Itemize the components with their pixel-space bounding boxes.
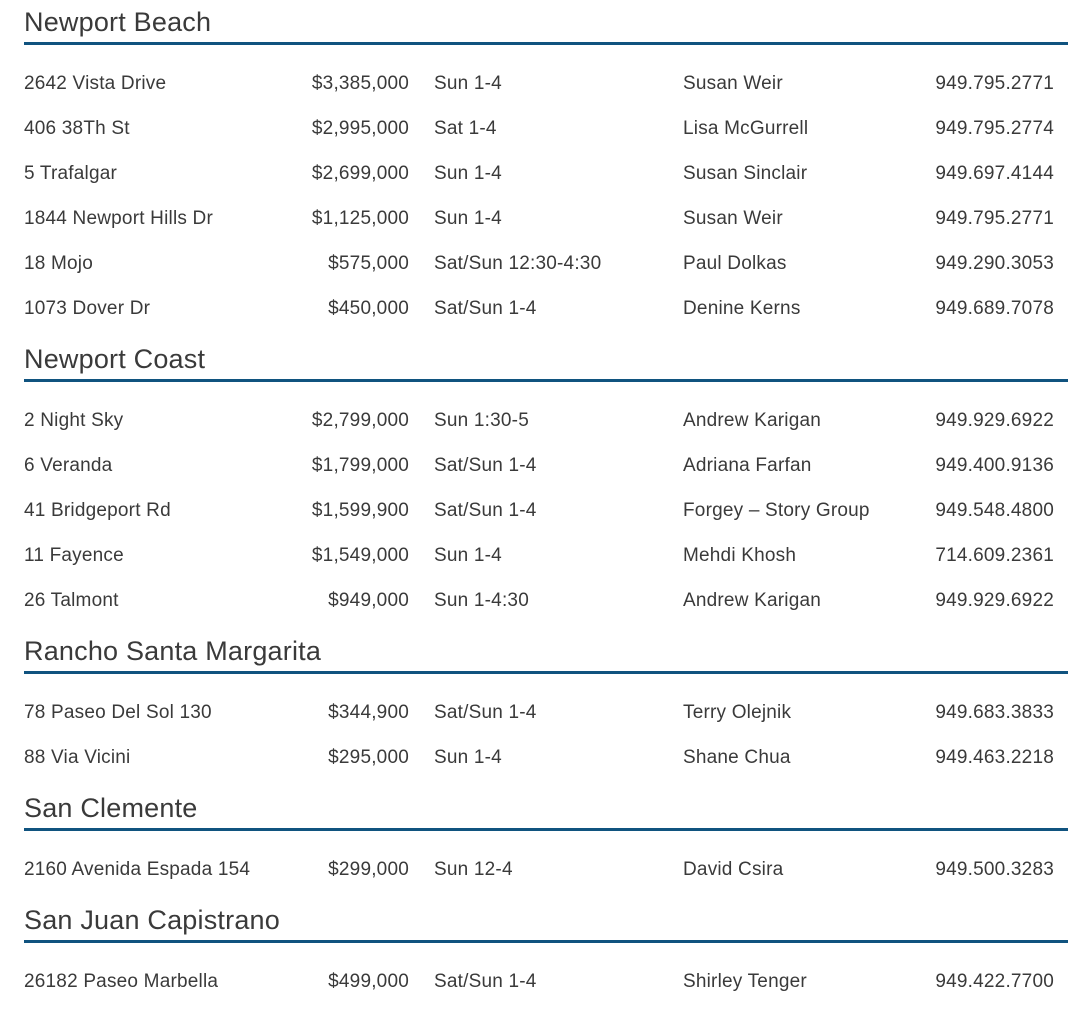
open-house-time: Sat/Sun 12:30-4:30 [434, 252, 602, 274]
listing-row [24, 690, 1068, 735]
listing-price: $2,699,000 [311, 162, 409, 184]
listing-address: 26182 Paseo Marbella [24, 970, 219, 992]
listing-list [24, 847, 1068, 892]
agent-phone: 949.929.6922 [935, 589, 1054, 611]
listing-price: $295,000 [328, 746, 409, 768]
listing-address: 11 Fayence [24, 544, 124, 566]
listing-row [24, 959, 1068, 1004]
agent-phone: 949.422.7700 [935, 970, 1054, 992]
open-house-time: Sun 12-4 [434, 858, 513, 880]
open-house-time: Sun 1-4 [434, 162, 502, 184]
agent-phone: 949.795.2771 [935, 207, 1054, 229]
agent-phone: 949.795.2771 [935, 72, 1054, 94]
listing-address: 88 Via Vicini [24, 746, 131, 768]
listing-row [24, 488, 1068, 533]
listing-address: 2160 Avenida Espada 154 [24, 858, 251, 880]
listing-price: $1,549,000 [311, 544, 409, 566]
agent-phone: 949.683.3833 [935, 701, 1054, 723]
open-house-time: Sun 1-4 [434, 746, 502, 768]
city-section [24, 904, 1068, 1004]
open-house-time: Sat/Sun 1-4 [434, 970, 537, 992]
listing-row [24, 61, 1068, 106]
listing-row [24, 578, 1068, 623]
agent-name: Susan Sinclair [683, 162, 808, 184]
listing-price: $2,799,000 [311, 409, 409, 431]
agent-name: Susan Weir [683, 72, 783, 94]
agent-phone: 949.400.9136 [935, 454, 1054, 476]
listing-list [24, 61, 1068, 331]
agent-name: Paul Dolkas [683, 252, 787, 274]
city-section [24, 635, 1068, 780]
agent-name: Denine Kerns [683, 297, 801, 319]
city-title: Newport Beach [24, 6, 1068, 45]
open-house-time: Sat/Sun 1-4 [434, 297, 537, 319]
agent-name: Mehdi Khosh [683, 544, 797, 566]
agent-phone: 949.929.6922 [935, 409, 1054, 431]
listing-list [24, 959, 1068, 1004]
agent-name: Andrew Karigan [683, 589, 821, 611]
listing-list [24, 690, 1068, 780]
listing-address: 5 Trafalgar [24, 162, 118, 184]
listing-list [24, 398, 1068, 623]
listing-address: 2642 Vista Drive [24, 72, 167, 94]
agent-name: Shirley Tenger [683, 970, 807, 992]
open-house-time: Sun 1-4 [434, 544, 502, 566]
listing-price: $2,995,000 [311, 117, 409, 139]
agent-name: David Csira [683, 858, 784, 880]
listing-row [24, 847, 1068, 892]
open-house-time: Sun 1-4 [434, 207, 502, 229]
city-title: San Juan Capistrano [24, 904, 1068, 943]
agent-name: Forgey – Story Group [683, 499, 870, 521]
open-house-time: Sun 1-4:30 [434, 589, 529, 611]
listing-row [24, 735, 1068, 780]
listing-row [24, 398, 1068, 443]
open-house-time: Sat/Sun 1-4 [434, 499, 537, 521]
listing-row [24, 151, 1068, 196]
listing-row [24, 533, 1068, 578]
open-house-time: Sat/Sun 1-4 [434, 454, 537, 476]
agent-phone: 949.795.2774 [935, 117, 1054, 139]
agent-name: Susan Weir [683, 207, 783, 229]
city-section [24, 6, 1068, 331]
agent-phone: 949.290.3053 [935, 252, 1054, 274]
listing-address: 2 Night Sky [24, 409, 124, 431]
listing-price: $450,000 [328, 297, 409, 319]
listing-row [24, 286, 1068, 331]
city-title: Newport Coast [24, 343, 1068, 382]
agent-phone: 949.463.2218 [935, 746, 1054, 768]
agent-name: Adriana Farfan [683, 454, 812, 476]
listing-price: $575,000 [328, 252, 409, 274]
listing-price: $344,900 [328, 701, 409, 723]
open-house-time: Sat/Sun 1-4 [434, 701, 537, 723]
listing-row [24, 106, 1068, 151]
listing-address: 1073 Dover Dr [24, 297, 151, 319]
agent-name: Andrew Karigan [683, 409, 821, 431]
listing-address: 1844 Newport Hills Dr [24, 207, 213, 229]
agent-name: Lisa McGurrell [683, 117, 809, 139]
city-title: San Clemente [24, 792, 1068, 831]
agent-name: Terry Olejnik [683, 701, 792, 723]
listing-address: 6 Veranda [24, 454, 113, 476]
agent-phone: 949.697.4144 [935, 162, 1054, 184]
listing-address: 406 38Th St [24, 117, 130, 139]
listing-address: 78 Paseo Del Sol 130 [24, 701, 212, 723]
city-section [24, 792, 1068, 892]
listing-row [24, 443, 1068, 488]
listing-address: 26 Talmont [24, 589, 119, 611]
agent-phone: 949.548.4800 [935, 499, 1054, 521]
city-title: Rancho Santa Margarita [24, 635, 1068, 674]
listing-address: 18 Mojo [24, 252, 93, 274]
open-house-time: Sun 1:30-5 [434, 409, 529, 431]
agent-phone: 949.500.3283 [935, 858, 1054, 880]
listing-address: 41 Bridgeport Rd [24, 499, 171, 521]
listing-price: $1,125,000 [311, 207, 409, 229]
listing-price: $949,000 [328, 589, 409, 611]
city-section [24, 343, 1068, 623]
open-house-time: Sat 1-4 [434, 117, 497, 139]
listing-price: $299,000 [328, 858, 409, 880]
listing-price: $1,599,900 [311, 499, 409, 521]
agent-phone: 949.689.7078 [935, 297, 1054, 319]
listing-price: $1,799,000 [311, 454, 409, 476]
listing-price: $3,385,000 [311, 72, 409, 94]
agent-phone: 714.609.2361 [935, 544, 1054, 566]
agent-name: Shane Chua [683, 746, 791, 768]
listing-price: $499,000 [328, 970, 409, 992]
listing-row [24, 241, 1068, 286]
open-house-time: Sun 1-4 [434, 72, 502, 94]
listing-row [24, 196, 1068, 241]
